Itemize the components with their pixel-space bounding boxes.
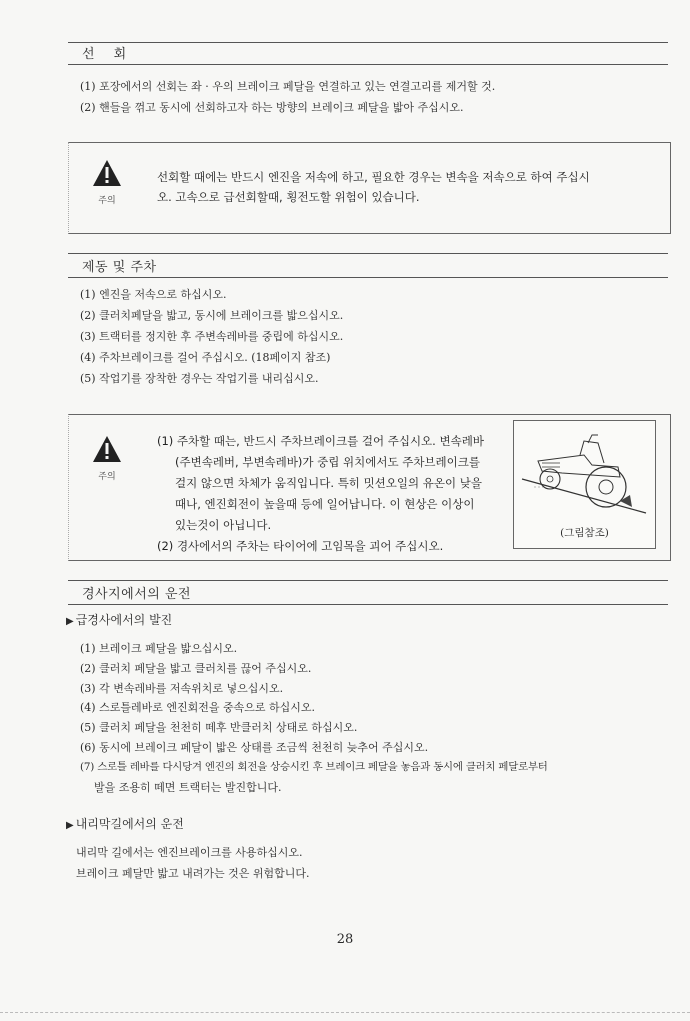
- caution-label: 주의: [98, 196, 116, 206]
- caution-line: 오. 고속으로 급선회할때, 횡전도할 위험이 있습니다.: [157, 190, 420, 204]
- list-item: (5) 작업기를 장착한 경우는 작업기를 내리십시오.: [80, 372, 319, 385]
- figure-caption: (그림참조): [560, 527, 609, 539]
- divider: [68, 42, 668, 43]
- list-item: (4) 스로틀레바로 엔진회전을 중속으로 하십시오.: [80, 701, 315, 715]
- list-item: (5) 클러치 페달을 천천히 떼후 반클러치 상태로 하십시오.: [80, 721, 358, 735]
- caution-text: [157, 167, 590, 207]
- caution-marker: [87, 435, 127, 482]
- subsection-heading: [66, 611, 172, 628]
- subsection-title: 내리막길에서의 운전: [75, 817, 184, 831]
- section-title: 경사지에서의 운전: [82, 587, 192, 602]
- section-header-turning: [68, 42, 668, 66]
- divider: [68, 604, 668, 605]
- warning-icon: [92, 159, 122, 187]
- section-header-braking-parking: [68, 253, 668, 279]
- list-item: (4) 주차브레이크를 걸어 주십시오. (18페이지 참조): [80, 351, 331, 364]
- list-item: (3) 각 변속레바를 저속위치로 넣으십시오.: [80, 681, 284, 695]
- warning-icon: [92, 435, 122, 463]
- tractor-parking-figure: [513, 420, 656, 549]
- list-item: (6) 동시에 브레이크 페달이 밟은 상태를 조금씩 천천히 늦추어 주십시오.: [80, 740, 429, 754]
- caution-line: (주변속레버, 부변속레바)가 중립 위치에서도 주차브레이크를: [175, 455, 480, 469]
- caution-marker: [87, 159, 127, 206]
- triangle-bullet-icon: ▶: [66, 820, 74, 831]
- list-item: (1) 포장에서의 선회는 좌 · 우의 브레이크 페달을 연결하고 있는 연결고리를 제거할 것.: [80, 80, 496, 93]
- steep-slope-start-steps: [80, 639, 548, 797]
- section-title: 선 회: [82, 47, 127, 62]
- caution-box: [68, 142, 671, 234]
- caution-line: 걸지 않으면 차체가 움직입니다. 특히 밋션오일의 유온이 낮을: [175, 476, 482, 490]
- list-item: (3) 트랙터를 정지한 후 주변속레바를 중립에 하십시오.: [80, 330, 344, 343]
- list-item: (2) 클러치 페달을 밟고 클러치를 끊어 주십시오.: [80, 661, 312, 675]
- list-item: (1) 브레이크 페달을 밟으십시오.: [80, 642, 238, 655]
- divider: [68, 580, 668, 581]
- subsection-heading: [66, 815, 184, 832]
- list-item: (7) 스로틀 레바를 다시당겨 엔진의 회전을 상승시킨 후 브레이크 페달을 놓음과 동시에 클러치 페달로부터: [80, 760, 548, 773]
- caution-text: [157, 431, 484, 557]
- caution-line: 때나, 엔진회전이 높을때 등에 일어납니다. 이 현상은 이상이: [175, 497, 475, 511]
- caution-line: 있는것이 아닙니다.: [175, 518, 272, 532]
- page-number: 28: [336, 932, 354, 947]
- list-item: 발을 조용히 떼면 트랙터는 발진합니다.: [80, 780, 282, 794]
- list-item: 브레이크 페달만 밟고 내려가는 것은 위험합니다.: [76, 867, 310, 880]
- caution-line: (1) 주차할 때는, 반드시 주차브레이크를 걸어 주십시오. 변속레바: [157, 434, 484, 448]
- divider: [68, 64, 668, 65]
- section-title: 제동 및 주차: [82, 260, 157, 275]
- divider: [68, 253, 668, 254]
- downhill-notes: [76, 842, 310, 884]
- caution-line: (2) 경사에서의 주차는 타이어에 고임목을 괴어 주십시오.: [157, 539, 444, 553]
- braking-steps: [80, 284, 343, 389]
- caution-label: 주의: [98, 472, 116, 482]
- scan-edge-line: [0, 1012, 690, 1013]
- list-item: (1) 엔진을 저속으로 하십시오.: [80, 288, 227, 301]
- tractor-on-slope-illustration: [514, 421, 655, 521]
- section-header-slope-driving: [68, 580, 668, 606]
- triangle-bullet-icon: ▶: [66, 616, 74, 627]
- subsection-title: 급경사에서의 발진: [75, 613, 173, 627]
- list-item: (2) 핸들을 꺾고 동시에 선회하고자 하는 방향의 브레이크 페달을 밟아 주십시오.: [80, 101, 464, 114]
- caution-line: 선회할 때에는 반드시 엔진을 저속에 하고, 필요한 경우는 변속을 저속으로 하여 주십시: [157, 170, 590, 184]
- turning-steps: [80, 76, 495, 118]
- divider: [68, 277, 668, 278]
- list-item: 내리막 길에서는 엔진브레이크를 사용하십시오.: [76, 846, 303, 859]
- list-item: (2) 클러치페달을 밟고, 동시에 브레이크를 밟으십시오.: [80, 309, 344, 322]
